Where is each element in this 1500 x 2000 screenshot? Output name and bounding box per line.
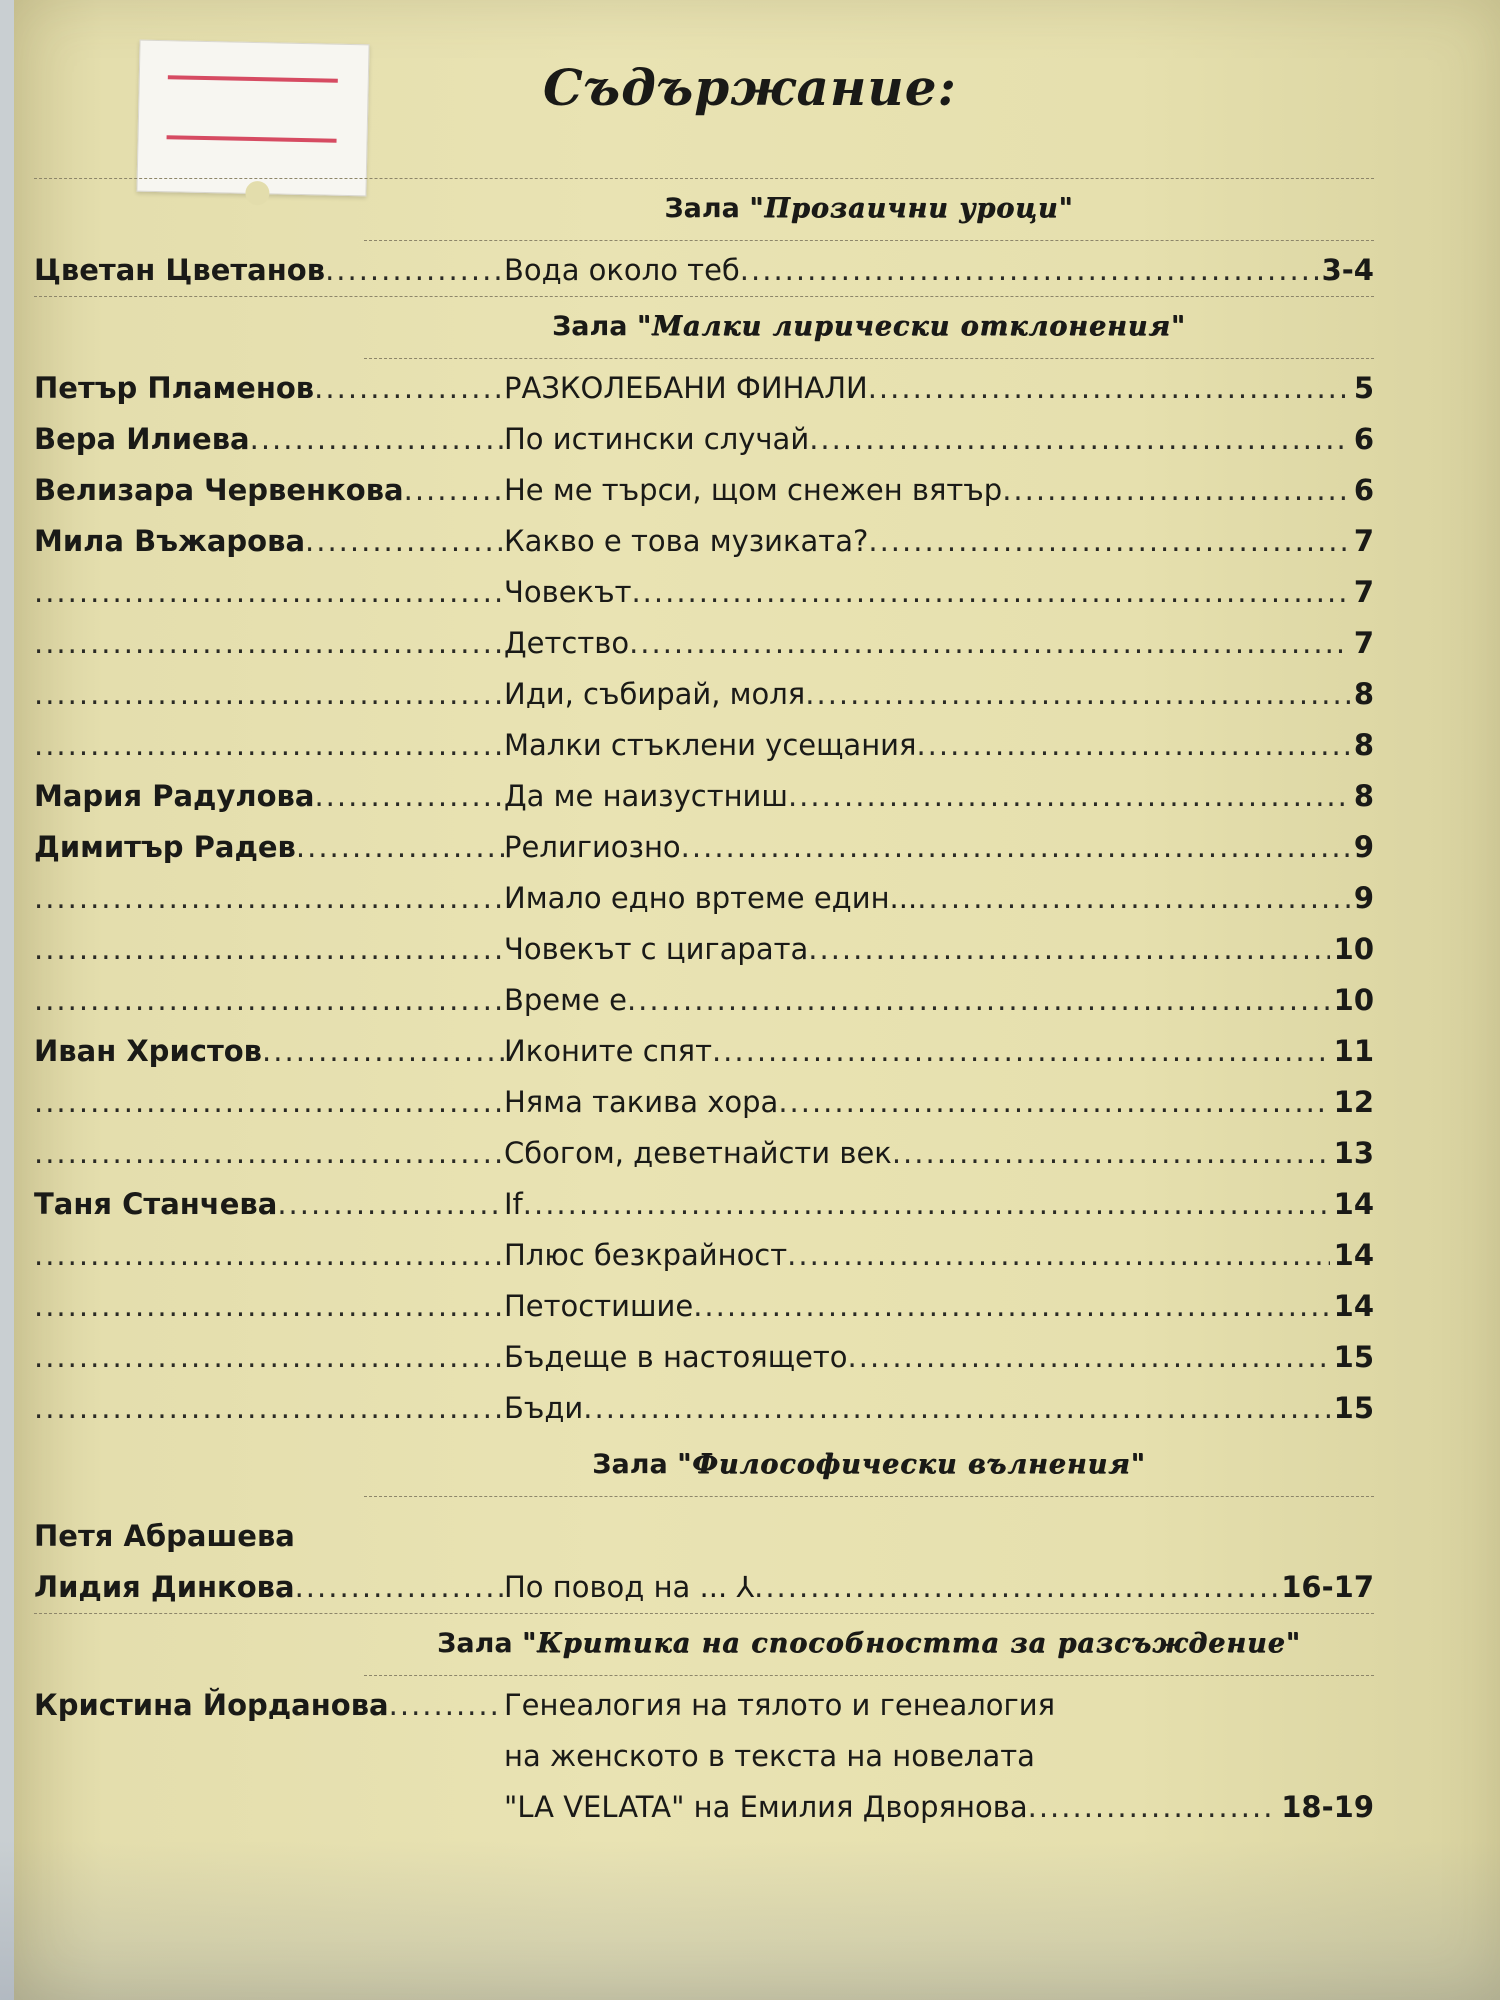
entry-page: 9	[1353, 830, 1374, 864]
entry-author: Димитър Радев	[34, 830, 296, 864]
entry-title: Иконите спят	[504, 1034, 712, 1068]
section-heading	[364, 296, 1374, 359]
entry-coauthor: Петя Абрашева	[34, 1519, 295, 1553]
entry-author: Кристина Йорданова	[34, 1688, 389, 1722]
section-heading	[364, 1613, 1374, 1676]
entry-page: 3-4	[1321, 253, 1374, 287]
entry-author: Велизара Червенкова	[34, 473, 404, 507]
entry-title: Бъди	[504, 1391, 584, 1425]
entry-author: Цветан Цветанов	[34, 253, 326, 287]
entry-author: Мария Радулова	[34, 779, 315, 813]
entry-title: Време е	[504, 983, 627, 1017]
toc-entry	[34, 822, 1374, 873]
entry-page: 6	[1353, 422, 1374, 456]
entry-title: Вода около теб	[504, 253, 740, 287]
entry-title: Няма такива хора	[504, 1085, 779, 1119]
toc-entry	[34, 516, 1374, 567]
entry-author: Лидия Динкова	[34, 1570, 295, 1604]
entry-page: 11	[1333, 1034, 1374, 1068]
entry-title: Сбогом, деветнайсти век	[504, 1136, 892, 1170]
entry-page: 14	[1333, 1289, 1374, 1323]
entry-title: Иди, събирай, моля	[504, 677, 806, 711]
section-name: "Прозаични уроци"	[749, 193, 1074, 224]
section-name: "Малки лирически отклонения"	[636, 311, 1186, 342]
toc-entry	[34, 1332, 1374, 1383]
toc-entry	[34, 1562, 1374, 1613]
entry-title: Плюс безкрайност	[504, 1238, 788, 1272]
entry-page: 18-19	[1281, 1790, 1374, 1824]
entry-page: 5	[1353, 371, 1374, 405]
entry-page: 6	[1353, 473, 1374, 507]
toc-entry	[34, 669, 1374, 720]
entry-title: Човекът	[504, 575, 632, 609]
entry-author: Таня Станчева	[34, 1187, 278, 1221]
entry-page: 14	[1333, 1187, 1374, 1221]
entry-author: Мила Въжарова	[34, 524, 306, 558]
entry-page: 10	[1333, 932, 1374, 966]
page-title: Съдържание:	[543, 58, 957, 117]
entry-page: 8	[1353, 728, 1374, 762]
toc-entry-coauthor	[34, 1511, 1374, 1562]
entry-title: Човекът с цигарата	[504, 932, 809, 966]
toc-entry	[34, 924, 1374, 975]
toc-entry	[34, 1383, 1374, 1434]
toc-entry	[34, 363, 1374, 414]
section-heading	[364, 1434, 1374, 1497]
section-prefix: Зала	[437, 1628, 513, 1659]
section-name: "Критика на способността за разсъждение"	[521, 1628, 1301, 1659]
toc-entry	[34, 1680, 1374, 1731]
entry-title: Не ме търси, щом снежен вятър	[504, 473, 1003, 507]
entry-author: Петър Пламенов	[34, 371, 315, 405]
toc-entry	[34, 465, 1374, 516]
table-of-contents	[34, 178, 1374, 1833]
toc-entry	[34, 720, 1374, 771]
toc-entry	[34, 1230, 1374, 1281]
section-name: "Философически вълнения"	[677, 1449, 1146, 1480]
section-heading	[364, 178, 1374, 241]
entry-title: Бъдеще в настоящето	[504, 1340, 848, 1374]
entry-title: По истински случай	[504, 422, 810, 456]
toc-entry	[34, 618, 1374, 669]
entry-page: 13	[1333, 1136, 1374, 1170]
sticker-line	[167, 135, 337, 143]
entry-title: Имало едно вртеме един...	[504, 881, 918, 915]
entry-page: 15	[1333, 1340, 1374, 1374]
toc-entry	[34, 1077, 1374, 1128]
entry-title: Какво е това музиката?	[504, 524, 869, 558]
page-shadow	[0, 1840, 1500, 2000]
section-prefix: Зала	[552, 311, 628, 342]
toc-entry	[34, 1281, 1374, 1332]
entry-author: Вера Илиева	[34, 422, 250, 456]
entry-title: По повод на ... ⅄	[504, 1570, 755, 1604]
toc-entry	[34, 771, 1374, 822]
entry-page: 12	[1333, 1085, 1374, 1119]
entry-page: 15	[1333, 1391, 1374, 1425]
entry-page: 8	[1353, 677, 1374, 711]
entry-title: "LA VELATA" на Емилия Дворянова	[504, 1790, 1028, 1824]
entry-title: РАЗКОЛЕБАНИ ФИНАЛИ	[504, 371, 868, 405]
toc-entry	[34, 567, 1374, 618]
toc-entry	[34, 414, 1374, 465]
toc-entry-last-line	[34, 1782, 1374, 1833]
section-prefix: Зала	[664, 193, 740, 224]
toc-entry	[34, 1026, 1374, 1077]
entry-page: 7	[1353, 524, 1374, 558]
entry-title: Генеалогия на тялото и генеалогия	[504, 1688, 1056, 1722]
entry-title: Малки стъклени усещания	[504, 728, 917, 762]
entry-title: Религиозно	[504, 830, 681, 864]
entry-title: If	[504, 1187, 523, 1221]
entry-page: 7	[1353, 575, 1374, 609]
entry-page: 8	[1353, 779, 1374, 813]
section-prefix: Зала	[592, 1449, 668, 1480]
entry-page: 14	[1333, 1238, 1374, 1272]
toc-entry	[34, 1179, 1374, 1230]
entry-title: Детство	[504, 626, 630, 660]
entry-author: Иван Христов	[34, 1034, 263, 1068]
entry-title: Петостишие	[504, 1289, 694, 1323]
entry-page: 10	[1333, 983, 1374, 1017]
entry-page: 7	[1353, 626, 1374, 660]
entry-title: Да ме наизустниш	[504, 779, 788, 813]
toc-entry	[34, 873, 1374, 924]
toc-entry	[34, 245, 1374, 296]
entry-page: 16-17	[1281, 1570, 1374, 1604]
entry-title-continuation: на женското в текста на новелата	[504, 1739, 1035, 1773]
toc-entry	[34, 975, 1374, 1026]
toc-entry	[34, 1128, 1374, 1179]
entry-page: 9	[1353, 881, 1374, 915]
